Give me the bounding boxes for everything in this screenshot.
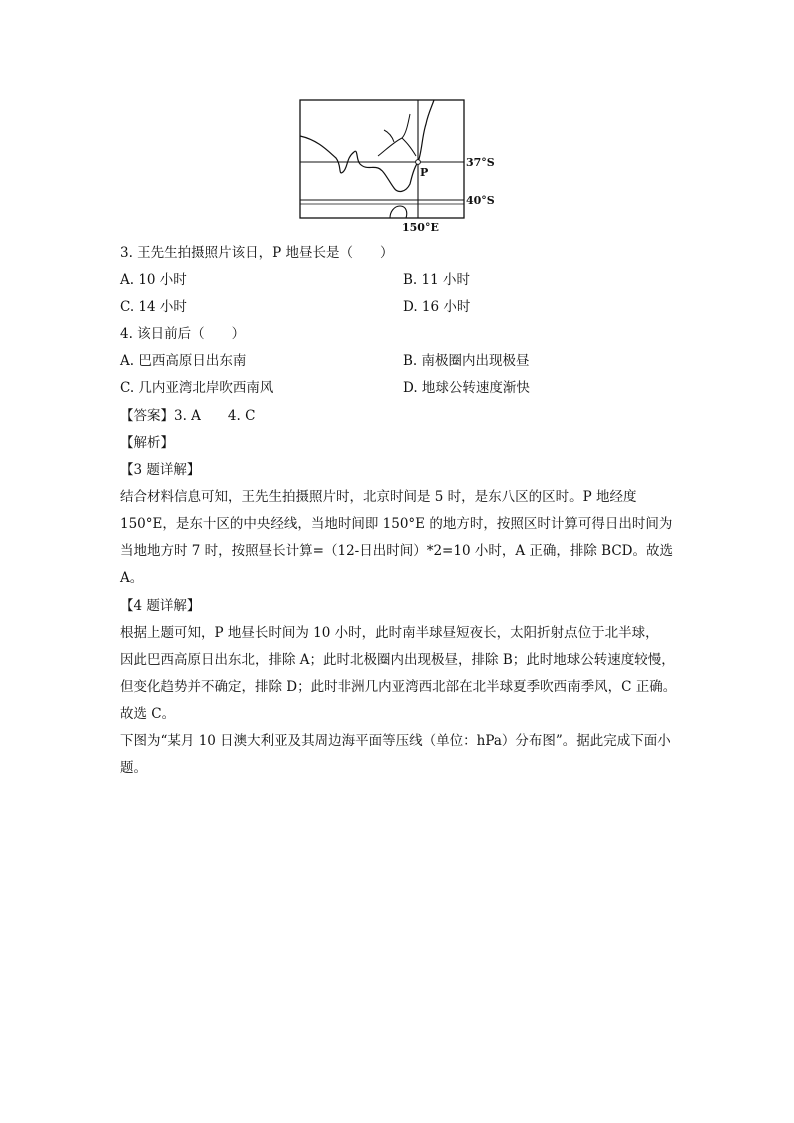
q3-detail-heading: 【3 题详解】: [120, 462, 201, 478]
q3-detail-line: 150°E，是东十区的中央经线，当地时间即 150°E 的地方时，按照区时计算可得日出时间为: [120, 516, 673, 532]
q3-detail-text: [120, 484, 680, 592]
q3-option-c: C. 14 小时: [120, 299, 187, 315]
river: [378, 114, 410, 156]
q4-option-d: D. 地球公转速度渐快: [403, 380, 530, 396]
q4-detail-line: 但变化趋势并不确定，排除 D；此时非洲几内亚湾西北部在北半球夏季吹西南季风，C 正确。: [120, 679, 677, 695]
lat-40s-label: 40°S: [466, 194, 495, 207]
q3-detail-line: A。: [120, 570, 144, 586]
coastline: [300, 100, 434, 191]
point-p-label: P: [420, 166, 429, 179]
answer-line: 【答案】3. A 4. C: [120, 408, 256, 424]
lat-37s-label: 37°S: [466, 156, 495, 169]
tasmania-coast: [390, 206, 407, 218]
intro-line: 下图为“某月 10 日澳大利亚及其周边海平面等压线（单位：hPa）分布图”。据此完成下面小: [120, 733, 671, 749]
q4-detail-heading: 【4 题详解】: [120, 598, 201, 614]
lon-150e-label: 150°E: [402, 221, 439, 234]
q3-option-b: B. 11 小时: [403, 272, 470, 288]
q3-detail-line: 当地地方时 7 时，按照昼长计算=（12-日出时间）*2=10 小时，A 正确，排除 BCD。故选: [120, 543, 673, 559]
q4-option-b: B. 南极圈内出现极昼: [403, 353, 530, 369]
q4-detail-line: 因此巴西高原日出东北，排除 A；此时北极圈内出现极昼，排除 B；此时地球公转速度较慢，: [120, 652, 675, 668]
next-question-intro: [120, 728, 680, 782]
q4-detail-line: 故选 C。: [120, 706, 176, 722]
q3-stem: 3. 王先生拍摄照片该日，P 地昼长是（ ）: [120, 245, 394, 261]
q4-detail-text: [120, 620, 680, 728]
q3-option-d: D. 16 小时: [403, 299, 471, 315]
intro-line: 题。: [120, 760, 147, 776]
q3-detail-line: 结合材料信息可知，王先生拍摄照片时，北京时间是 5 时，是东八区的区时。P 地经度: [120, 489, 637, 505]
q3-option-a: A. 10 小时: [120, 272, 187, 288]
q4-option-c: C. 几内亚湾北岸吹西南风: [120, 380, 274, 396]
map-figure: [298, 96, 498, 236]
q4-detail-line: 根据上题可知，P 地昼长时间为 10 小时，此时南半球昼短夜长，太阳折射点位于北半球，: [120, 625, 659, 641]
river-branch: [384, 130, 394, 142]
q4-option-a: A. 巴西高原日出东南: [120, 353, 247, 369]
analysis-heading: 【解析】: [120, 435, 174, 451]
point-p-marker: [416, 160, 421, 165]
river-branch: [402, 138, 416, 156]
q4-stem: 4. 该日前后（ ）: [120, 326, 246, 342]
